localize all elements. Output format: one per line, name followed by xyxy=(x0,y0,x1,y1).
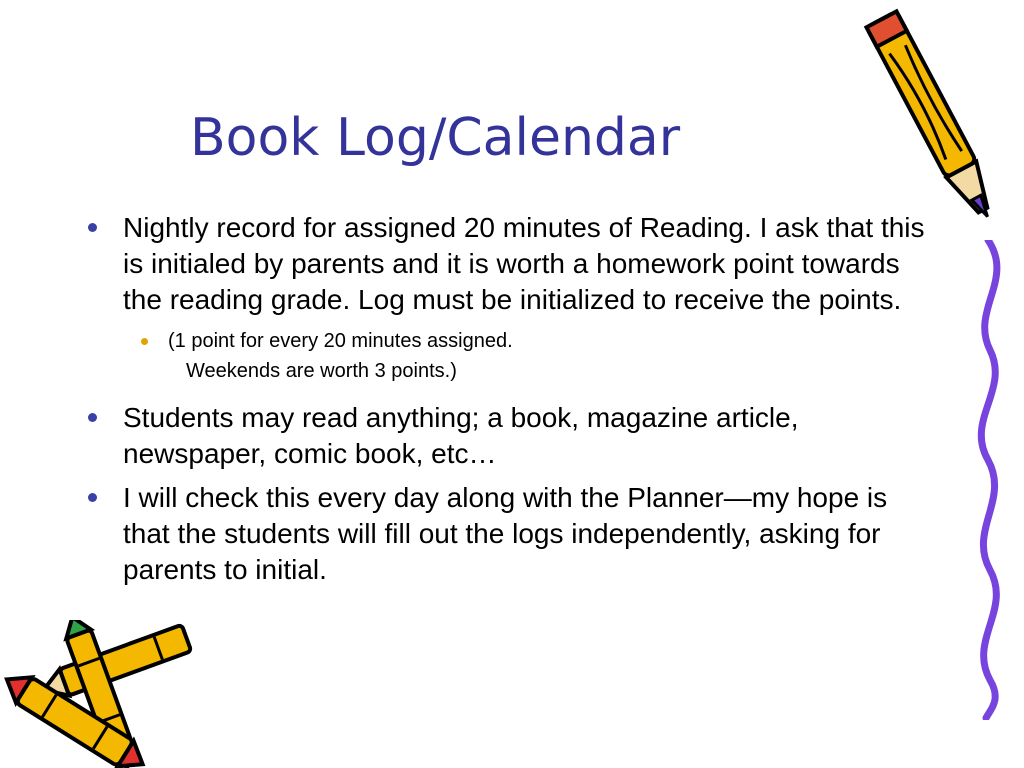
sub-bullet-line: (1 point for every 20 minutes assigned. xyxy=(168,330,513,352)
bullet-item xyxy=(88,400,928,472)
slide-body xyxy=(88,210,928,596)
pencil-icon xyxy=(860,0,1010,245)
bullet-text: Nightly record for assigned 20 minutes of Reading. I ask that this is initialed by parents and it is worth a homework point towards the reading grade. Log must be initialized to receive the points. xyxy=(123,212,925,315)
bullet-text: I will check this every day along with the Planner—my hope is that the students will fill out the logs independently, asking for parents to initial. xyxy=(123,482,888,585)
sub-bullet-item xyxy=(88,326,928,386)
sub-bullet-icon xyxy=(141,338,148,345)
sub-bullet-continuation: Weekends are worth 3 points.) xyxy=(186,360,457,382)
bullet-icon xyxy=(88,413,97,422)
bullet-item xyxy=(88,480,928,588)
bullet-item xyxy=(88,210,928,318)
squiggle-line-icon xyxy=(960,240,1020,720)
crayons-icon xyxy=(0,620,210,768)
bullet-icon xyxy=(88,493,97,502)
bullet-text: Students may read anything; a book, magazine article, newspaper, comic book, etc… xyxy=(123,402,799,469)
slide-title: Book Log/Calendar xyxy=(190,108,681,168)
bullet-icon xyxy=(88,223,97,232)
